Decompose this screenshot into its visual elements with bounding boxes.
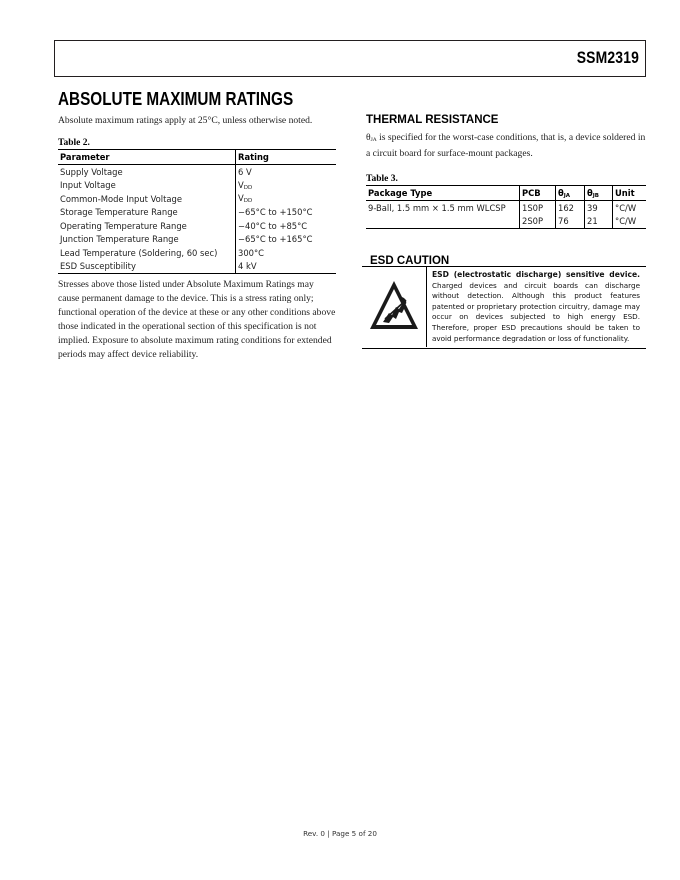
parameter-cell: Junction Temperature Range	[60, 234, 179, 245]
parameter-cell: Common-Mode Input Voltage	[60, 193, 182, 204]
column-header-theta-ja	[556, 186, 585, 201]
package-cell: 9-Ball, 1.5 mm × 1.5 mm WLCSP	[368, 202, 506, 213]
parameter-cell: Operating Temperature Range	[60, 220, 187, 231]
table-row	[58, 206, 336, 220]
column-header-theta-jb	[585, 186, 613, 201]
absolute-max-ratings-table	[58, 149, 336, 274]
esd-caution-box	[362, 266, 646, 349]
thermal-resistance-table	[366, 185, 646, 229]
rating-cell: 6 V	[236, 165, 337, 179]
rating-symbol: V	[238, 193, 244, 204]
esd-caution-body: Charged devices and circuit boards can discharge without detection. Although this product features patented or proprietary protection circuitry, damage may occur on devices subjected to high energy ESD. Therefore, proper ESD precautions should be taken to avoid performance degradation or loss of functionality.	[432, 280, 640, 343]
rating-cell: 300°C	[236, 246, 337, 260]
part-number: SSM2319	[576, 48, 639, 67]
rating-subscript: DD	[243, 198, 253, 205]
column-header-pcb: PCB	[520, 186, 556, 201]
table-row	[58, 165, 336, 179]
absolute-max-ratings-heading: ABSOLUTE MAXIMUM RATINGS	[58, 89, 294, 109]
table-2-title: Table 2.	[58, 138, 90, 148]
unit-cell: °C/W	[613, 215, 647, 229]
rating-cell	[236, 179, 337, 193]
page-footer: Rev. 0 | Page 5 of 20	[303, 829, 377, 838]
column-header-package: Package Type	[366, 186, 520, 201]
pcb-cell: 1S0P	[520, 201, 556, 215]
rating-cell	[236, 192, 337, 206]
esd-caution-heading: ESD CAUTION	[370, 255, 450, 267]
esd-icon-cell	[362, 267, 427, 347]
package-cell	[366, 215, 520, 229]
theta-symbol: θ	[366, 132, 371, 143]
stress-note: Stresses above those listed under Absolute Maximum Ratings may cause permanent damage to the device. This is a stress rating only; functional operation of the device at these or any other conditions above those indicated in the operational section of this specification is not implied. Exposure to absolute maximum rating conditions for extended periods may affect device reliability.	[58, 279, 336, 360]
theta-jb-symbol: θ	[587, 187, 593, 198]
theta-ja-cell: 76	[556, 215, 585, 229]
parameter-cell: Lead Temperature (Soldering, 60 sec)	[60, 247, 218, 258]
theta-jb-subscript: JB	[592, 192, 600, 199]
column-header-rating: Rating	[236, 150, 337, 165]
esd-caution-text	[432, 270, 640, 344]
table-row	[366, 201, 646, 215]
rating-subscript: DD	[243, 184, 253, 191]
rating-cell: −65°C to +165°C	[236, 233, 337, 247]
left-column	[58, 88, 336, 362]
parameter-cell: Supply Voltage	[60, 166, 123, 177]
table-row	[58, 219, 336, 233]
pcb-cell: 2S0P	[520, 215, 556, 229]
page-header	[54, 40, 646, 77]
parameter-cell: Input Voltage	[60, 180, 116, 191]
right-column	[366, 112, 646, 229]
theta-ja-subscript: JA	[563, 192, 571, 199]
unit-cell: °C/W	[613, 201, 647, 215]
table-row	[58, 246, 336, 260]
rating-cell: −65°C to +150°C	[236, 206, 337, 220]
table-row	[58, 192, 336, 206]
theta-subscript: JA	[370, 137, 377, 143]
table-row	[58, 260, 336, 274]
table-row	[58, 179, 336, 193]
theta-jb-cell: 21	[585, 215, 613, 229]
theta-ja-cell: 162	[556, 201, 585, 215]
thermal-description	[366, 131, 646, 161]
thermal-resistance-heading: THERMAL RESISTANCE	[366, 114, 499, 126]
column-header-unit: Unit	[613, 186, 647, 201]
theta-jb-cell: 39	[585, 201, 613, 215]
theta-ja-symbol: θ	[558, 187, 564, 198]
table-row	[58, 233, 336, 247]
esd-caution-bold: ESD (electrostatic discharge) sensitive device.	[432, 270, 640, 279]
rating-cell: 4 kV	[236, 260, 337, 274]
parameter-cell: Storage Temperature Range	[60, 207, 178, 218]
column-header-parameter: Parameter	[58, 150, 236, 165]
ratings-intro: Absolute maximum ratings apply at 25°C, unless otherwise noted.	[58, 115, 313, 126]
rating-symbol: V	[238, 179, 244, 190]
thermal-text: is specified for the worst-case conditions, that is, a device soldered in a circuit board for surface-mount packages.	[366, 132, 646, 159]
esd-warning-icon	[362, 267, 426, 347]
rating-cell: −40°C to +85°C	[236, 219, 337, 233]
table-row	[366, 215, 646, 229]
table-3-title: Table 3.	[366, 174, 398, 184]
parameter-cell: ESD Susceptibility	[58, 260, 236, 274]
